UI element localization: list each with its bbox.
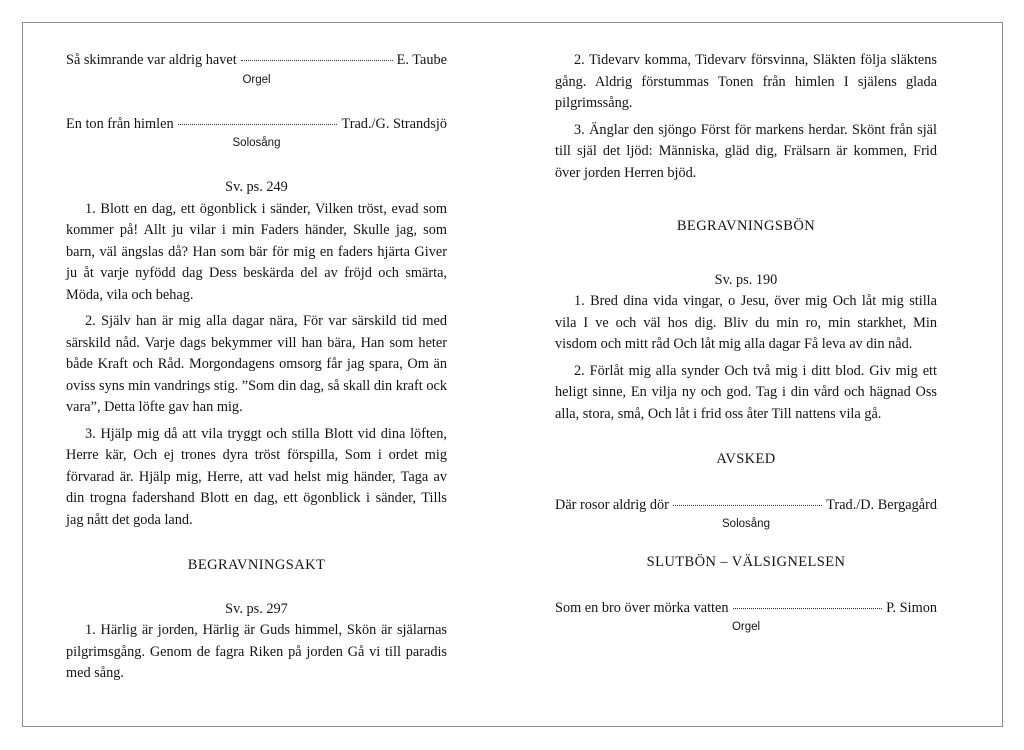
program-entry: [66, 114, 447, 152]
left-page: [66, 50, 447, 685]
entry-author: P. Simon: [886, 599, 937, 616]
section-heading: SLUTBÖN – VÄLSIGNELSEN: [646, 554, 846, 570]
psalm-verse: 2. Själv han är mig alla dagar nära, För var särskild tid med särskild nåd. Varje dags bekymmer vill han bära, Han som heter både Kraft och Råd. Morgondagens omsorg får jag spara, Om än oviss syns min vandrings stig. ”Som din dag, så skall din kraft ock vara”, Detta löfte gav han mig.: [66, 313, 447, 415]
psalm-reference: Sv. ps. 249: [225, 179, 288, 195]
entry-performance: Solosång: [232, 137, 281, 149]
section-heading: AVSKED: [716, 451, 776, 467]
entry-author: Trad./G. Strandsjö: [341, 115, 447, 132]
program-entry: [66, 50, 447, 88]
section-heading: BEGRAVNINGSBÖN: [676, 218, 816, 234]
right-page: [555, 50, 937, 635]
psalm-verse: 2. Förlåt mig alla synder Och två mig i ditt blod. Giv mig ett heligt sinne, En vilja ny och god. Tag i din vård och hägnad Oss alla, stora, små, Och låt i frid oss åter Till nattens vila gå.: [555, 362, 937, 422]
entry-title: Som en bro över mörka vatten: [555, 599, 729, 616]
dot-leader: [241, 60, 393, 61]
dot-leader: [733, 608, 883, 609]
dot-leader: [673, 505, 822, 506]
psalm-verse: 1. Härlig är jorden, Härlig är Guds himmel, Skön är själarnas pilgrimsgång. Genom de fagra Riken på jorden Gå vi till paradis med sång.: [66, 622, 447, 681]
psalm-verse: 1. Bred dina vida vingar, o Jesu, över mig Och låt mig stilla vila I ve och väl hos dig. Bliv du min ro, min starkhet, Min visdom och mitt råd Och låt mig alla dagar Få leva av din nåd.: [555, 293, 937, 352]
psalm-verse: 3. Änglar den sjöngo Först för markens herdar. Skönt från själ till själ det ljöd: Människa, gläd dig, Frälsarn är kommen, Frid över jorden Herren bjöd.: [555, 121, 937, 181]
entry-author: Trad./D. Bergagård: [826, 496, 937, 513]
psalm-verse: 1. Blott en dag, ett ögonblick i sänder, Vilken tröst, evad som kommer på! Allt ju vilar i min Faders händer, Skulle jag, som barn, väl ängslas då? Han som bär för mig en faders hjärta Giver ju åt varje nyfödd dag Dess beskärda del av fröjd och smärta, Möda, vila och behag.: [66, 200, 447, 303]
entry-performance: Orgel: [242, 73, 271, 86]
entry-author: E. Taube: [396, 52, 447, 68]
entry-performance: Orgel: [731, 621, 761, 633]
entry-performance: Solosång: [722, 518, 770, 530]
psalm-reference: Sv. ps. 190: [714, 271, 778, 288]
psalm-verse: 3. Hjälp mig då att vila tryggt och stilla Blott vid dina löften, Herre kär, Och ej trones dyra tröst förspilla, Som i ordet mig förvarad är. Hjälp mig, Herre, att vad helst mig händer, Taga av din trogna fadershand Blott en dag, ett ögonblick i sänder, Tills jag nått det goda land.: [66, 425, 447, 528]
entry-title: En ton från himlen: [66, 115, 174, 132]
psalm-reference: Sv. ps. 297: [225, 600, 288, 617]
entry-title: Där rosor aldrig dör: [555, 496, 669, 513]
psalm-verse: 2. Tidevarv komma, Tidevarv försvinna, Släkten följa släktens gång. Aldrig förstummas Tonen från himlen I själens glada pilgrimssång.: [555, 52, 937, 111]
program-entry: [555, 598, 937, 636]
entry-title: Så skimrande var aldrig havet: [66, 52, 237, 68]
section-heading: BEGRAVNINGSAKT: [187, 557, 326, 573]
dot-leader: [178, 124, 338, 125]
program-entry: [555, 495, 937, 533]
